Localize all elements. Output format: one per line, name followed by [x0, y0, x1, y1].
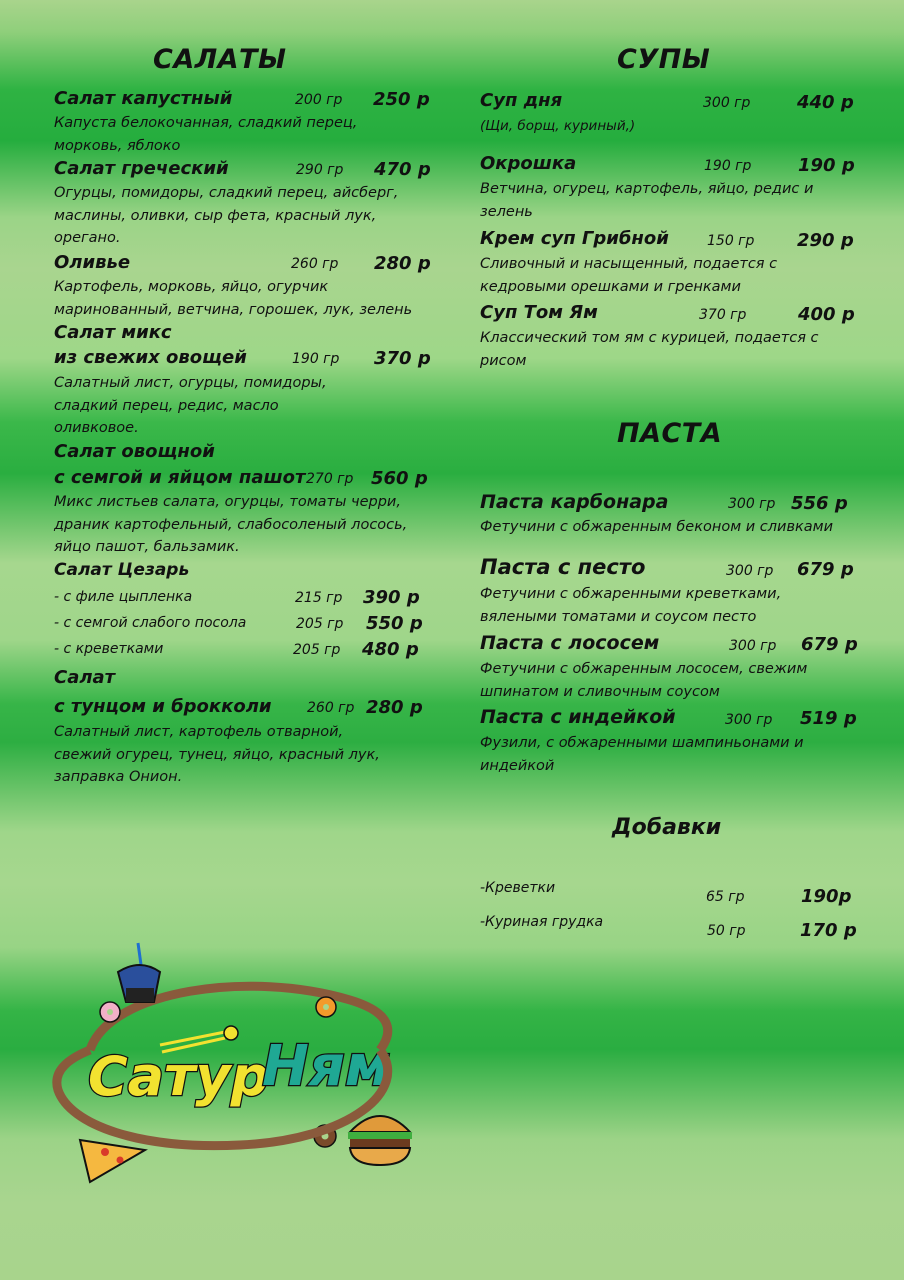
salad-item-weight: 260 гр [307, 700, 355, 716]
salad-item-weight: 200 гр [295, 92, 343, 108]
pasta-item-weight: 300 гр [728, 496, 776, 512]
salad-item-price: 280 р [374, 253, 431, 274]
pasta-item-desc: Фузили, с обжаренными шампиньонами и индейкой [480, 735, 804, 774]
soup-item-weight: 190 гр [704, 158, 752, 174]
salad-item-price: 370 р [374, 348, 431, 369]
salad-variant-price: 390 р [363, 587, 420, 608]
salad-item-price: 250 р [373, 89, 430, 110]
addon-item-name: -Куриная грудка [480, 914, 604, 930]
salad-item-name-line1: Салат овощной [54, 441, 215, 462]
pizza-slice-icon [80, 1140, 145, 1182]
soup-item-weight: 370 гр [699, 307, 747, 323]
salad-item-desc: Салатный лист, огурцы, помидоры, сладкий перец, редис, масло оливковое. [54, 375, 327, 436]
soup-item-price: 400 р [798, 304, 855, 325]
salad-item-desc: Капуста белокочанная, сладкий перец, морковь, яблоко [54, 115, 358, 154]
soup-item-name: Окрошка [480, 153, 577, 174]
soups-title: СУПЫ [617, 44, 711, 75]
salad-item-name: с семгой и яйцом пашот [54, 467, 306, 488]
soup-item-price: 440 р [797, 92, 854, 113]
soup-item-name: Суп Том Ям [480, 302, 598, 323]
pasta-item-weight: 300 гр [725, 712, 773, 728]
pasta-title: ПАСТА [617, 418, 723, 449]
salad-variant-label: - с креветками [54, 641, 164, 657]
salad-item-weight: 290 гр [296, 162, 344, 178]
salads-title: САЛАТЫ [153, 44, 287, 75]
salad-item-weight: 260 гр [291, 256, 339, 272]
salad-item-weight: 270 гр [306, 471, 354, 487]
salad-item-name-line1: Салат [54, 667, 116, 688]
addons-title: Добавки [612, 815, 722, 840]
salad-item-price: 560 р [371, 468, 428, 489]
pasta-item-desc: Фетучини с обжаренными креветками, вялеными томатами и соусом песто [480, 586, 782, 625]
pasta-item-price: 519 р [800, 708, 857, 729]
salad-variant-price: 480 р [362, 639, 419, 660]
addon-item-name: -Креветки [480, 880, 556, 896]
salad-item-name: Салат Цезарь [54, 560, 190, 580]
soup-item-desc: Ветчина, огурец, картофель, яйцо, редис и зелень [480, 181, 814, 220]
logo-text-satur: Сатур [88, 1045, 270, 1108]
pasta-item-name: Паста с индейкой [480, 706, 676, 728]
soup-item-desc: Сливочный и насыщенный, подается с кедровыми орешками и гренками [480, 256, 778, 295]
pasta-item-desc: Фетучини с обжаренным лососем, свежим шпинатом и сливочным соусом [480, 661, 808, 700]
salad-item-name-line1: Салат микс [54, 322, 172, 343]
donut-icon [100, 1002, 120, 1022]
pasta-item-price: 556 р [791, 493, 848, 514]
pasta-item-name: Паста с песто [480, 555, 646, 579]
soup-item-name: Крем суп Грибной [480, 228, 669, 249]
soup-item-price: 190 р [798, 155, 855, 176]
salad-item-name: Оливье [54, 252, 131, 273]
donut-icon [316, 997, 336, 1017]
salad-item-name: с тунцом и брокколи [54, 696, 272, 717]
soup-item-weight: 150 гр [707, 233, 755, 249]
burger-icon [348, 1116, 412, 1165]
logo-text-nyam: Ням [262, 1034, 391, 1099]
addon-item-price: 170 р [800, 920, 857, 941]
salad-item-desc: Картофель, морковь, яйцо, огурчик маринованный, ветчина, горошек, лук, зелень [54, 279, 413, 318]
salad-variant-label: - с филе цыпленка [54, 589, 193, 605]
pasta-item-name: Паста с лососем [480, 632, 660, 654]
soup-item-price: 290 р [797, 230, 854, 251]
addon-item-weight: 50 гр [707, 923, 746, 939]
pasta-item-price: 679 р [801, 634, 858, 655]
salad-item-desc: Микс листьев салата, огурцы, томаты черри, драник картофельный, слабосоленый лосось, яйцо пашот, бальзамик. [54, 494, 408, 555]
salad-item-price: 470 р [374, 159, 431, 180]
drink-cup-icon [118, 943, 160, 1002]
salad-item-weight: 190 гр [292, 351, 340, 367]
salad-variant-price: 550 р [366, 613, 423, 634]
pasta-item-price: 679 р [797, 559, 854, 580]
saturnyam-logo [50, 940, 420, 1190]
pasta-item-weight: 300 гр [726, 563, 774, 579]
salad-item-name: из свежих овощей [54, 347, 247, 368]
salad-variant-weight: 215 гр [295, 590, 343, 606]
addon-item-weight: 65 гр [706, 889, 745, 905]
soup-item-desc: (Щи, борщ, куриный,) [480, 118, 636, 134]
pasta-item-weight: 300 гр [729, 638, 777, 654]
soup-item-desc: Классический том ям с курицей, подается с рисом [480, 330, 819, 369]
soup-item-weight: 300 гр [703, 95, 751, 111]
addon-item-price: 190р [801, 886, 852, 907]
salad-variant-weight: 205 гр [296, 616, 344, 632]
salad-item-name: Салат греческий [54, 158, 229, 179]
salad-variant-weight: 205 гр [293, 642, 341, 658]
pasta-item-desc: Фетучини с обжаренным беконом и сливками [480, 519, 833, 535]
soup-item-name: Суп дня [480, 90, 563, 111]
pasta-item-name: Паста карбонара [480, 491, 669, 513]
salad-variant-label: - с семгой слабого посола [54, 615, 247, 631]
salad-item-desc: Огурцы, помидоры, сладкий перец, айсберг, маслины, оливки, сыр фета, красный лук, орегано. [54, 185, 399, 246]
salad-item-price: 280 р [366, 697, 423, 718]
salad-item-desc: Салатный лист, картофель отварной, свежий огурец, тунец, яйцо, красный лук, заправка Онион. [54, 724, 380, 785]
salad-item-name: Салат капустный [54, 88, 233, 109]
